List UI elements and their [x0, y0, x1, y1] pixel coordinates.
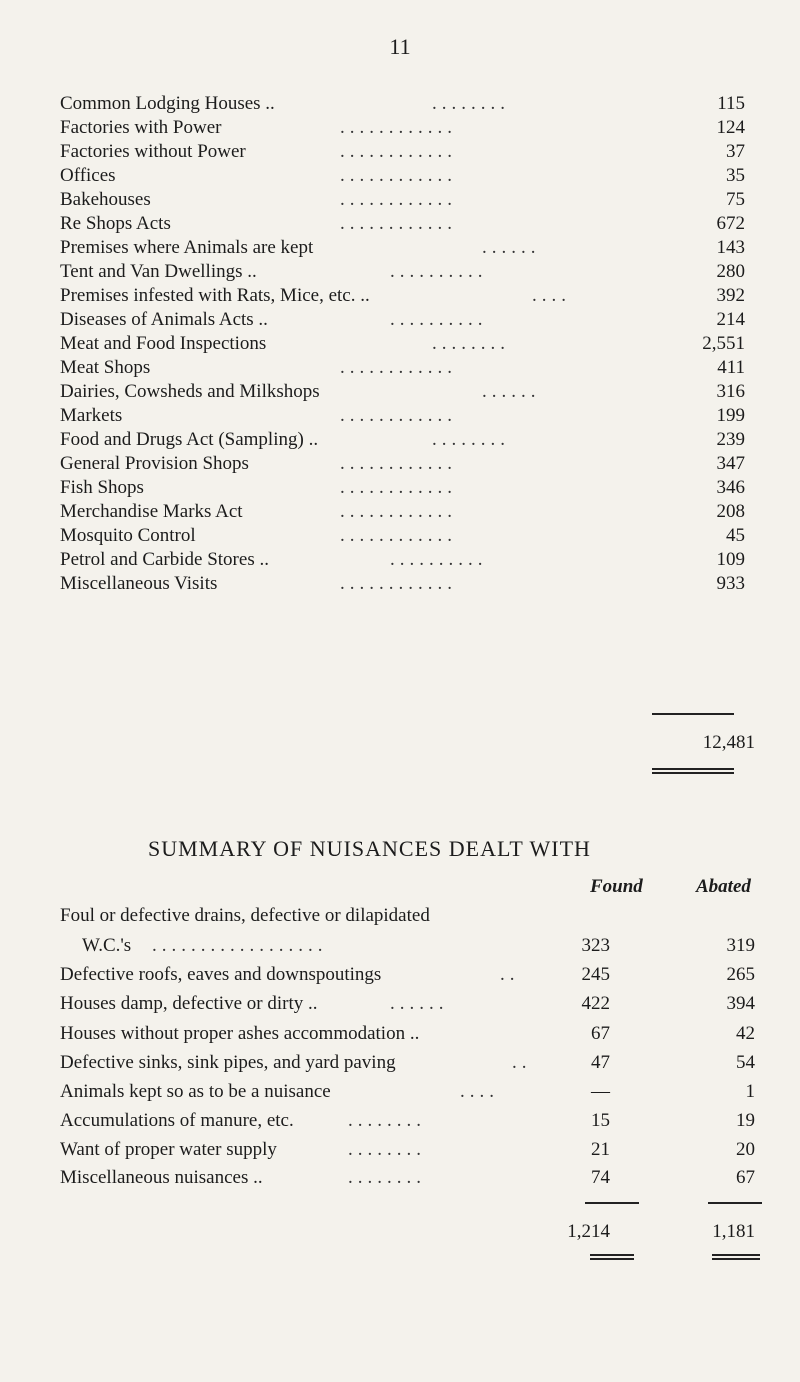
- row-value: 316: [716, 381, 745, 402]
- visits-table: [60, 92, 760, 596]
- list-item: [60, 116, 760, 140]
- leader-dots: ............: [340, 525, 457, 546]
- table-row: [60, 934, 760, 958]
- leader-dots: ............: [340, 477, 457, 498]
- found-value: 15: [591, 1110, 610, 1131]
- row-value: 208: [716, 501, 745, 522]
- row-value: 124: [716, 117, 745, 138]
- row-value: 2,551: [702, 333, 745, 354]
- total-rule: [585, 1202, 639, 1204]
- leader-dots: ..........: [390, 309, 488, 330]
- list-item: [60, 356, 760, 380]
- row-label: Offices: [60, 165, 116, 186]
- list-item: [60, 572, 760, 596]
- leader-dots: ............: [340, 165, 457, 186]
- abated-value: 67: [736, 1167, 755, 1188]
- leader-dots: ........: [348, 1139, 426, 1160]
- page-number: 11: [389, 34, 411, 59]
- leader-dots: ..........: [390, 549, 488, 570]
- row-value: 280: [716, 261, 745, 282]
- leader-dots: ......: [482, 237, 541, 258]
- found-value: 323: [581, 935, 610, 956]
- list-item: [60, 476, 760, 500]
- leader-dots: ..: [500, 964, 520, 985]
- leader-dots: ............: [340, 573, 457, 594]
- row-value: 37: [726, 141, 745, 162]
- list-item: [60, 500, 760, 524]
- leader-dots: ............: [340, 117, 457, 138]
- leader-dots: ..........: [390, 261, 488, 282]
- table-row: [60, 963, 760, 987]
- row-label: Re Shops Acts: [60, 213, 171, 234]
- list-item: [60, 92, 760, 116]
- row-label: Miscellaneous nuisances ..: [60, 1167, 263, 1188]
- leader-dots: ........: [432, 93, 510, 114]
- table-row: [60, 1080, 760, 1104]
- row-value: 115: [717, 93, 745, 114]
- total-found: 1,214: [567, 1221, 610, 1242]
- leader-dots: ............: [340, 189, 457, 210]
- row-label: Factories with Power: [60, 117, 222, 138]
- leader-dots: ........: [432, 429, 510, 450]
- abated-value: 42: [736, 1023, 755, 1044]
- list-item: [60, 140, 760, 164]
- visits-total: 12,481: [702, 732, 755, 753]
- leader-dots: ............: [340, 213, 457, 234]
- list-item: [60, 260, 760, 284]
- row-label: Mosquito Control: [60, 525, 196, 546]
- row-label: W.C.'s: [82, 935, 132, 956]
- total-rule: [652, 713, 734, 715]
- leader-dots: ..: [512, 1052, 532, 1073]
- table-row: [60, 1166, 760, 1190]
- row-label: Common Lodging Houses ..: [60, 93, 275, 114]
- list-item: [60, 188, 760, 212]
- row-label: Diseases of Animals Acts ..: [60, 309, 268, 330]
- leader-dots: ............: [340, 405, 457, 426]
- table-row: [60, 1022, 760, 1046]
- list-item: [60, 308, 760, 332]
- found-value: —: [591, 1081, 610, 1102]
- row-value: 933: [716, 573, 745, 594]
- row-value: 392: [716, 285, 745, 306]
- row-label: Houses without proper ashes accommodation ..: [60, 1023, 420, 1044]
- list-item: [60, 904, 760, 928]
- list-item: [60, 380, 760, 404]
- row-label: Fish Shops: [60, 477, 144, 498]
- row-value: 109: [716, 549, 745, 570]
- found-value: 74: [591, 1167, 610, 1188]
- list-item: [60, 428, 760, 452]
- abated-value: 394: [726, 993, 755, 1014]
- row-label: Miscellaneous Visits: [60, 573, 218, 594]
- row-value: 346: [716, 477, 745, 498]
- row-label: Petrol and Carbide Stores ..: [60, 549, 269, 570]
- section-title: SUMMARY OF NUISANCES DEALT WITH: [148, 836, 591, 861]
- row-value: 239: [716, 429, 745, 450]
- row-label: Premises infested with Rats, Mice, etc. ..: [60, 285, 370, 306]
- row-label: Markets: [60, 405, 123, 426]
- leader-dots: ............: [340, 453, 457, 474]
- leader-dots: ............: [340, 501, 457, 522]
- list-item: [60, 404, 760, 428]
- row-label: Merchandise Marks Act: [60, 501, 243, 522]
- found-value: 47: [591, 1052, 610, 1073]
- double-rule: [712, 1254, 760, 1260]
- row-label: Premises where Animals are kept: [60, 237, 314, 258]
- list-item: [60, 212, 760, 236]
- row-value: 347: [716, 453, 745, 474]
- row-label: Bakehouses: [60, 189, 151, 210]
- list-item: [60, 236, 760, 260]
- column-header-found: Found: [590, 876, 643, 897]
- table-row: [60, 992, 760, 1016]
- found-value: 21: [591, 1139, 610, 1160]
- list-item: [60, 452, 760, 476]
- list-item: [60, 284, 760, 308]
- abated-value: 19: [736, 1110, 755, 1131]
- row-value: 45: [726, 525, 745, 546]
- leader-dots: ............: [340, 141, 457, 162]
- row-label: Defective sinks, sink pipes, and yard paving: [60, 1052, 396, 1073]
- abated-value: 1: [745, 1081, 755, 1102]
- leader-dots: ......: [482, 381, 541, 402]
- list-item: [60, 524, 760, 548]
- row-label: Food and Drugs Act (Sampling) ..: [60, 429, 319, 450]
- column-header-abated: Abated: [696, 876, 751, 897]
- row-label: Houses damp, defective or dirty ..: [60, 993, 318, 1014]
- leader-dots: ....: [460, 1081, 499, 1102]
- row-label: Meat and Food Inspections: [60, 333, 267, 354]
- leader-dots: ............: [340, 357, 457, 378]
- row-label: Want of proper water supply: [60, 1139, 277, 1160]
- leader-dots: ........: [348, 1110, 426, 1131]
- leader-dots: ....: [532, 285, 571, 306]
- row-label: Dairies, Cowsheds and Milkshops: [60, 381, 320, 402]
- row-value: 75: [726, 189, 745, 210]
- abated-value: 20: [736, 1139, 755, 1160]
- row-value: 199: [716, 405, 745, 426]
- abated-value: 319: [726, 935, 755, 956]
- row-label: Factories without Power: [60, 141, 246, 162]
- table-row: [60, 1109, 760, 1133]
- found-value: 422: [581, 993, 610, 1014]
- leader-dots: ..................: [152, 935, 328, 956]
- double-rule: [590, 1254, 634, 1260]
- list-item: [60, 164, 760, 188]
- row-label: Accumulations of manure, etc.: [60, 1110, 294, 1131]
- double-rule: [652, 768, 734, 774]
- leader-dots: ........: [348, 1167, 426, 1188]
- row-value: 214: [716, 309, 745, 330]
- abated-value: 265: [726, 964, 755, 985]
- leader-dots: ........: [432, 333, 510, 354]
- table-row: [60, 1051, 760, 1075]
- row-label: Tent and Van Dwellings ..: [60, 261, 257, 282]
- list-item: [60, 332, 760, 356]
- table-row: [60, 1138, 760, 1162]
- total-abated: 1,181: [712, 1221, 755, 1242]
- row-value: 672: [716, 213, 745, 234]
- total-rule: [708, 1202, 762, 1204]
- row-value: 143: [716, 237, 745, 258]
- row-label: Animals kept so as to be a nuisance: [60, 1081, 331, 1102]
- row-label: Meat Shops: [60, 357, 151, 378]
- row-label: Foul or defective drains, defective or dilapidated: [60, 905, 430, 926]
- leader-dots: ......: [390, 993, 449, 1014]
- row-label: General Provision Shops: [60, 453, 249, 474]
- row-value: 35: [726, 165, 745, 186]
- totals-row: [60, 1220, 760, 1244]
- abated-value: 54: [736, 1052, 755, 1073]
- list-item: [60, 548, 760, 572]
- row-label: Defective roofs, eaves and downspoutings: [60, 964, 382, 985]
- row-value: 411: [717, 357, 745, 378]
- found-value: 245: [581, 964, 610, 985]
- found-value: 67: [591, 1023, 610, 1044]
